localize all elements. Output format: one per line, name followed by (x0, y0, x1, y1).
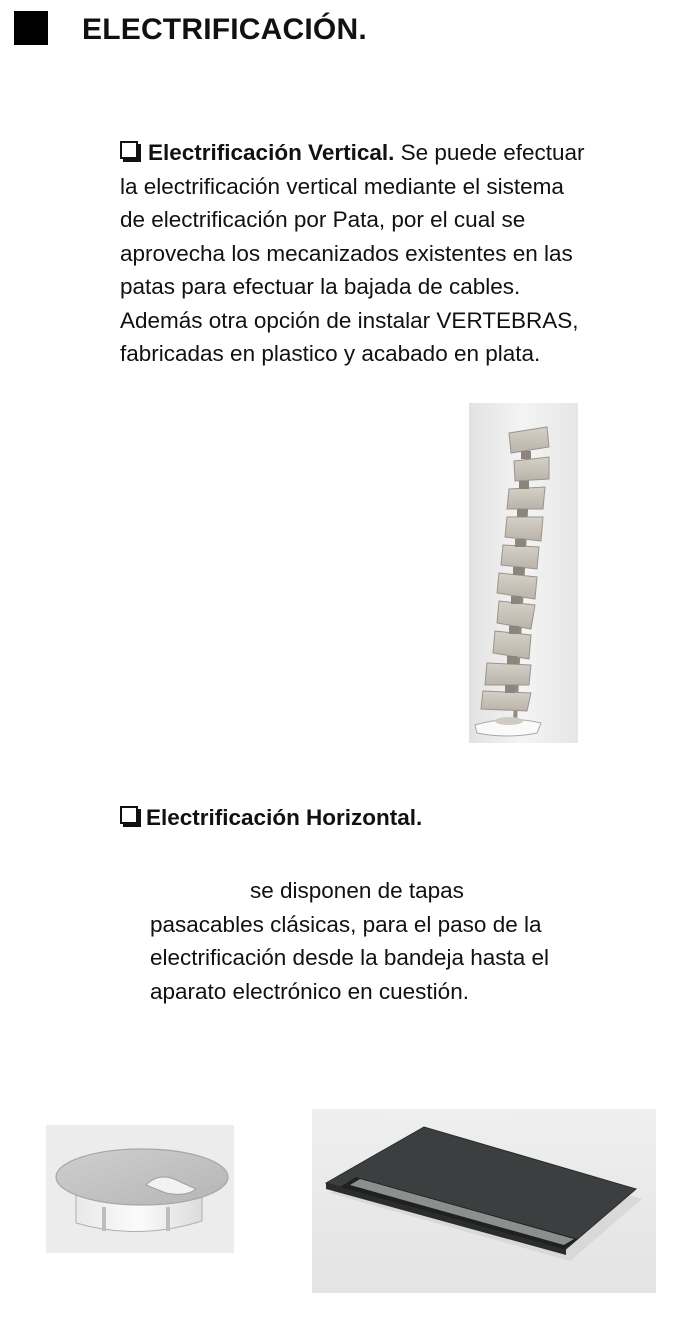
vertical-text-line: Se puede efectuar (394, 140, 585, 165)
grommet-cap-image (46, 1125, 234, 1253)
horizontal-paragraph (150, 874, 650, 1008)
checkbox-icon (120, 141, 138, 159)
vertical-text-line: Además otra opción de instalar VERTEBRAS, (120, 307, 579, 333)
vertical-text-line: aprovecha los mecanizados existentes en las (120, 240, 573, 266)
horizontal-text-line: aparato electrónico en cuestión. (150, 978, 469, 1004)
horizontal-heading-row (120, 801, 422, 834)
horizontal-text-line: pasacables clásicas, para el paso de la (150, 911, 542, 937)
vertical-heading: Electrificación Vertical. (148, 140, 395, 165)
grommet-drawing (46, 1125, 234, 1253)
vertebras-drawing (469, 403, 578, 743)
horizontal-text-line: se disponen de tapas (250, 878, 464, 903)
tray-cover-image (312, 1109, 656, 1293)
vertical-text-line: fabricadas en plastico y acabado en plata. (120, 341, 541, 366)
section-title: ELECTRIFICACIÓN. (82, 13, 367, 46)
cable-spine-image (469, 403, 578, 743)
horizontal-heading: Electrificación Horizontal. (146, 805, 423, 830)
vertical-text-line: de electrificación por Pata, por el cual se (120, 207, 526, 232)
vertical-text-line: la electrificación vertical mediante el sistema (120, 173, 564, 199)
section-bullet-square (14, 11, 48, 45)
vertical-text-line: patas para efectuar la bajada de cables. (120, 274, 521, 299)
tray-cover-drawing (312, 1109, 656, 1293)
checkbox-icon (120, 806, 138, 824)
horizontal-text-line: electrificación desde la bandeja hasta el (150, 945, 550, 970)
vertical-paragraph (120, 136, 650, 371)
vertical-first-line (120, 136, 650, 170)
